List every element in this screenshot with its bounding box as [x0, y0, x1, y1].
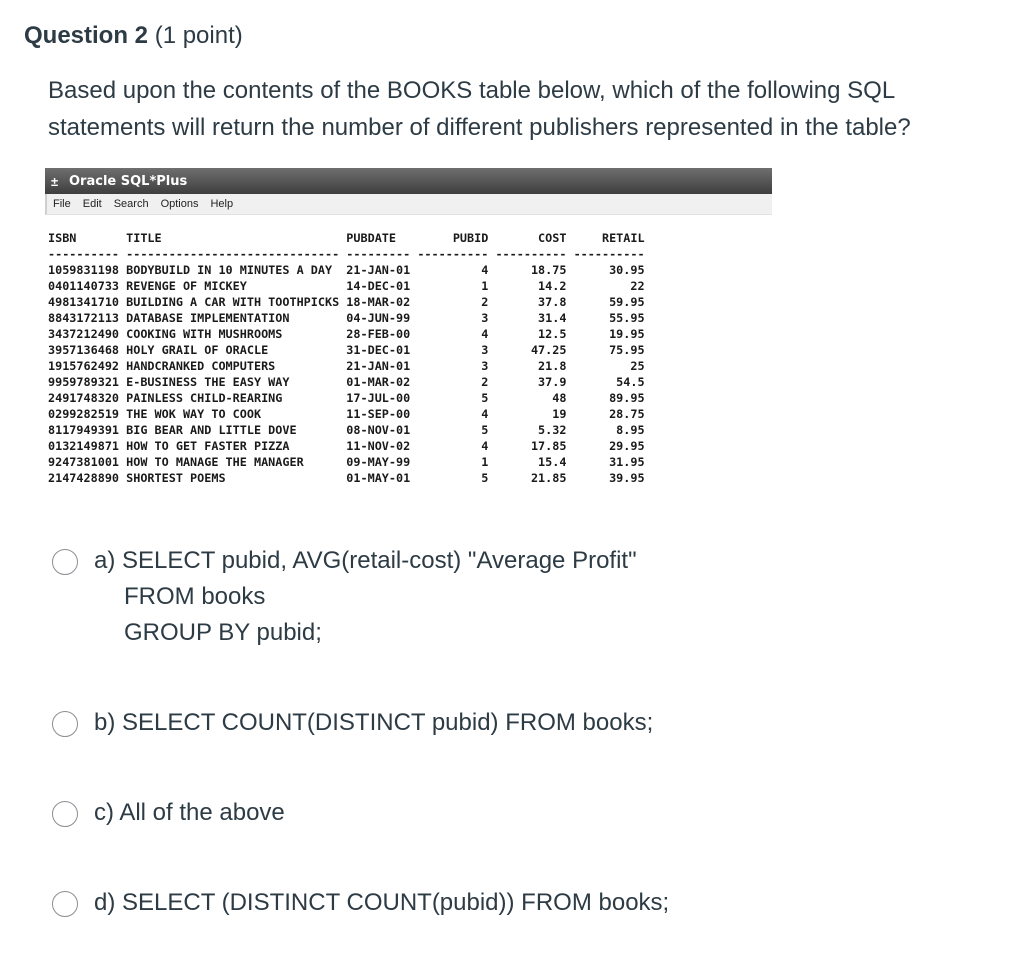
question-points: (1 point)	[154, 22, 243, 49]
menu-file[interactable]: File	[53, 198, 71, 210]
sql-table-row: 0299282519 THE WOK WAY TO COOK 11-SEP-00 4 19 28.75	[48, 407, 645, 421]
sql-table-row: 1915762492 HANDCRANKED COMPUTERS 21-JAN-01 3 21.8 25	[48, 359, 645, 373]
option-a-radio[interactable]	[52, 549, 78, 575]
sql-table-row: 3437212490 COOKING WITH MUSHROOMS 28-FEB-00 4 12.5 19.95	[48, 327, 645, 341]
option-b-radio[interactable]	[52, 711, 78, 737]
sql-table-row: 1059831198 BODYBUILD IN 10 MINUTES A DAY 21-JAN-01 4 18.75 30.95	[48, 263, 645, 277]
sql-query-output	[48, 230, 645, 486]
sqlplus-titlebar	[45, 168, 772, 194]
sql-table-row: 9247381001 HOW TO MANAGE THE MANAGER 09-MAY-99 1 15.4 31.95	[48, 455, 645, 469]
option-a-line-1: a) SELECT pubid, AVG(retail-cost) "Average Profit"	[94, 547, 637, 574]
sqlplus-window	[45, 168, 772, 498]
sql-column-header: ISBN TITLE PUBDATE PUBID COST RETAIL	[48, 231, 645, 245]
question-title: Question 2	[24, 22, 149, 49]
sql-table-row: 4981341710 BUILDING A CAR WITH TOOTHPICKS 18-MAR-02 2 37.8 59.95	[48, 295, 645, 309]
option-a[interactable]	[52, 548, 637, 651]
sql-header-divider: ---------- ------------------------------ --------- ---------- ---------- ----------	[48, 247, 645, 261]
sqlplus-window-title: Oracle SQL*Plus	[69, 173, 188, 189]
oracle-app-icon: ±	[51, 173, 59, 189]
option-a-label[interactable]	[94, 543, 637, 651]
sql-table-row: 0401140733 REVENGE OF MICKEY 14-DEC-01 1 14.2 22	[48, 279, 645, 293]
menu-options[interactable]: Options	[160, 198, 199, 210]
option-a-line-3: GROUP BY pubid;	[124, 619, 322, 646]
option-d-radio[interactable]	[52, 891, 78, 917]
option-b-label[interactable]: b) SELECT COUNT(DISTINCT pubid) FROM books;	[94, 709, 654, 736]
option-d-label[interactable]: d) SELECT (DISTINCT COUNT(pubid)) FROM books;	[94, 889, 670, 916]
option-d[interactable]	[52, 890, 669, 921]
sql-table-row: 9959789321 E-BUSINESS THE EASY WAY 01-MAR-02 2 37.9 54.5	[48, 375, 645, 389]
option-c-label[interactable]: c) All of the above	[94, 799, 285, 826]
sql-table-row: 8117949391 BIG BEAR AND LITTLE DOVE 08-NOV-01 5 5.32 8.95	[48, 423, 645, 437]
option-c[interactable]	[52, 800, 285, 831]
menu-help[interactable]: Help	[210, 198, 234, 210]
sql-table-row: 2491748320 PAINLESS CHILD-REARING 17-JUL-00 5 48 89.95	[48, 391, 645, 405]
menu-search[interactable]: Search	[113, 198, 149, 210]
option-a-line-2: FROM books	[124, 583, 266, 610]
question-text: Based upon the contents of the BOOKS table below, which of the following SQL statements will return the number of different publishers represented in the table?	[48, 77, 911, 141]
menu-edit[interactable]: Edit	[82, 198, 102, 210]
sql-table-row: 2147428890 SHORTEST POEMS 01-MAY-01 5 21.85 39.95	[48, 471, 645, 485]
sql-table-row: 8843172113 DATABASE IMPLEMENTATION 04-JUN-99 3 31.4 55.95	[48, 311, 645, 325]
option-b[interactable]	[52, 710, 653, 741]
sqlplus-menubar	[45, 194, 772, 215]
question-heading	[24, 22, 243, 50]
sql-table-row: 0132149871 HOW TO GET FASTER PIZZA 11-NOV-02 4 17.85 29.95	[48, 439, 645, 453]
option-c-radio[interactable]	[52, 801, 78, 827]
sql-table-row: 3957136468 HOLY GRAIL OF ORACLE 31-DEC-01 3 47.25 75.95	[48, 343, 645, 357]
